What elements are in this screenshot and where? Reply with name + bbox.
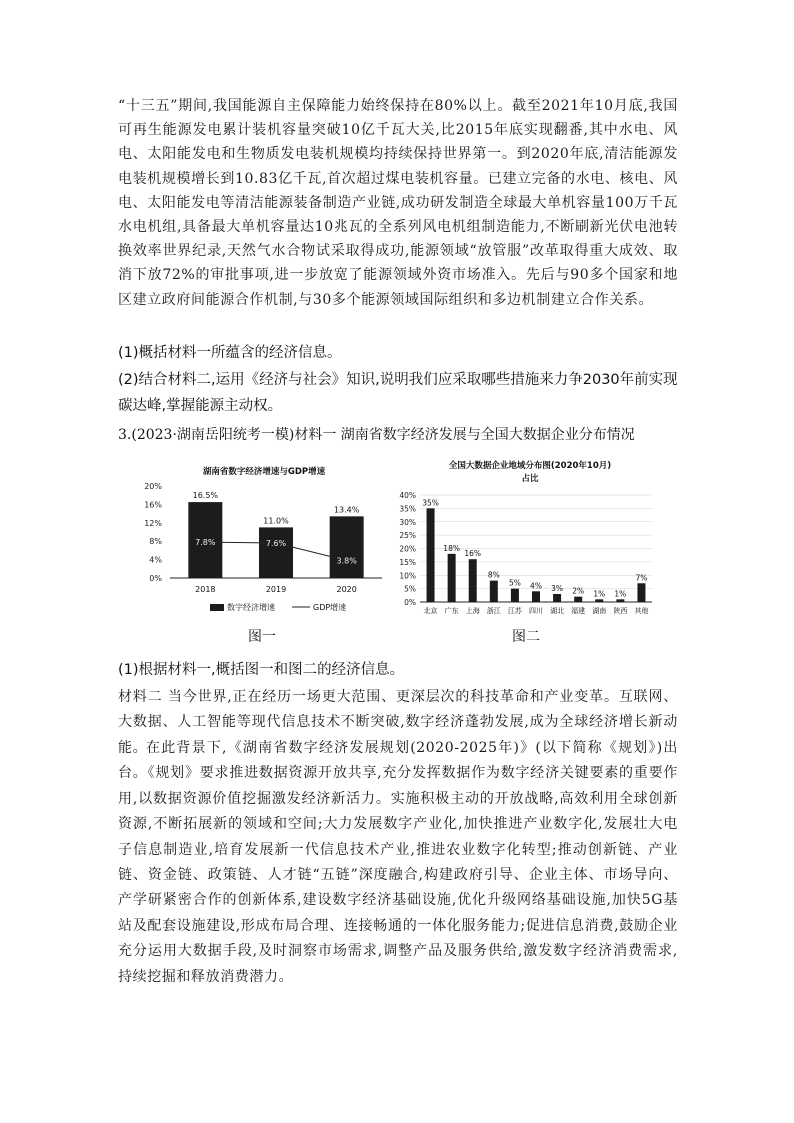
chart-2-bar [595, 599, 603, 602]
chart-2-x-tick: 上海 [465, 607, 480, 615]
chart-2-bar-label: 8% [487, 570, 500, 580]
chart-2-bar-label: 16% [464, 549, 482, 559]
chart-2-svg [394, 457, 656, 622]
chart-1-bar [259, 527, 293, 578]
chart-1-svg [140, 460, 388, 620]
figure-1-caption: 图一 [248, 629, 276, 645]
chart-2-bar [469, 559, 477, 602]
chart-2-x-tick: 四川 [529, 607, 543, 615]
chart-1-bar-label: 16.5% [192, 491, 219, 501]
chart-2-y-tick: 5% [404, 584, 416, 594]
figure-1 [140, 460, 388, 620]
chart-1-y-tick: 12% [144, 518, 162, 528]
chart-2-bar-label: 18% [443, 543, 460, 553]
chart-2-y-tick: 0% [404, 598, 416, 607]
chart-1-y-tick: 8% [149, 537, 162, 547]
chart-2-bar-label: 1% [614, 589, 627, 599]
chart-2-y-tick: 25% [399, 531, 416, 541]
chart-2-bar [637, 583, 645, 602]
chart-1-y-tick: 0% [149, 574, 162, 583]
chart-1-bar-label: 13.4% [333, 505, 360, 515]
chart-2-bar [532, 591, 540, 602]
question-1: (1)概括材料一所蕴含的经济信息。 [118, 345, 342, 361]
figure-2 [394, 457, 656, 622]
chart-2-y-tick: 10% [399, 571, 416, 581]
chart-2-bar-label: 4% [530, 581, 542, 591]
chart-2-x-tick: 福建 [571, 607, 586, 615]
chart-1-y-tick: 20% [144, 482, 162, 491]
chart-1-y-tick: 16% [144, 500, 162, 510]
chart-1-x-tick: 2020 [336, 585, 357, 594]
chart-2-subtitle: 占比 [521, 474, 539, 484]
chart-2-title: 全国大数据企业地域分布图(2020年10月) [448, 461, 612, 471]
chart-2-x-tick: 广东 [444, 607, 459, 615]
chart-2-bar-label: 2% [572, 586, 585, 596]
chart-2-bar [427, 508, 435, 602]
chart-2-bar-label: 1% [593, 589, 606, 599]
chart-1-bar [330, 516, 364, 578]
chart-1-bar-label: 11.0% [263, 516, 289, 526]
chart-2-bar [448, 554, 456, 602]
chart-2-y-tick: 15% [399, 557, 416, 567]
chart-1-x-tick: 2018 [195, 585, 216, 594]
chart-2-bar [490, 581, 498, 602]
chart-2-y-tick: 30% [399, 517, 416, 527]
material-two-paragraph-2: 在此背景下,《湖南省数字经济发展规划(2020-2025年)》(以下简称《规划》)出台。《规划》要求推进数据资源开放共享,充分发挥数据作为数字经济关键要素的重要作用,以数据资源价值挖掘激发经济新活力。实施积极主动的开放战略,高效利用全球创新资源,不断拓展新的领域和空间;大力发展数字产业化,加快推进产业数字化,发展壮大电子信息制造业,培育发展新一代信息技术产业,推进农业数字化转型;推动创新链、产业链、资金链、政策链、人才链“五链”深度融合,构建政府引导、企业主体、市场导向、产学研紧密合作的创新体系,建设数字经济基础设施,优化升级网络基础设施,加快5G基站及配套设施建设,形成布局合理、连接畅通的一体化服务能力;促进信息消费,鼓励企业充分运用大数据手段,及时洞察市场需求,调整产品及服务供给,激发数字经济消费需求,持续挖掘和释放消费潜力。 [118, 740, 678, 985]
chart-2-bar-label: 35% [422, 498, 439, 508]
chart-2-x-tick: 江苏 [507, 607, 522, 615]
chart-2-bar-label: 7% [635, 573, 648, 583]
chart-2-bar [574, 597, 582, 602]
question-3-1: (1)根据材料一,概括图一和图二的经济信息。 [118, 662, 405, 678]
chart-1-line-label: 7.6% [265, 539, 287, 549]
material-one-continued: “十三五”期间,我国能源自主保障能力始终保持在80%以上。截至2021年10月底,我国可再生能源发电累计装机容量突破10亿千瓦大关,比2015年底实现翻番,其中水电、风电、太阳能发电和生物质发电装机规模均持续保持世界第一。到2020年底,清洁能源发电装机规模增长到10.83亿千瓦,首次超过煤电装机容量。已建立完备的水电、核电、风电、太阳能发电等清洁能源装备制造产业链,成功研发制造全球最大单机容量100万千瓦水电机组,具备最大单机容量达10兆瓦的全系列风电机组制造能力,不断刷新光伏电池转换效率世界纪录,天然气水合物试采取得成功,能源领域“放管服”改革取得重大成效、取消下放72%的审批事项,进一步放宽了能源领域外资市场准入。先后与90多个国家和地区建立政府间能源合作机制,与30多个能源领域国际组织和多边机制建立合作关系。 [118, 98, 678, 308]
question-3-header: 3.(2023·湖南岳阳统考一模)材料一 湖南省数字经济发展与全国大数据企业分布情况 [118, 427, 635, 443]
chart-2-bar-label: 3% [551, 583, 564, 593]
chart-1-line-label: 7.8% [195, 538, 216, 548]
chart-2-x-tick: 陕西 [613, 607, 628, 615]
chart-1-legend-bar-label: 数字经济增速 [227, 603, 275, 612]
chart-2-y-tick: 40% [399, 491, 416, 500]
chart-2-bar-label: 5% [508, 578, 521, 588]
chart-2-x-tick: 其他 [634, 607, 649, 615]
chart-1-y-tick: 4% [149, 555, 162, 565]
chart-1-x-tick: 2019 [265, 585, 287, 594]
figure-2-caption: 图二 [512, 629, 540, 645]
chart-2-bar [511, 589, 519, 602]
material-two-paragraph-1: 材料二 当今世界,正在经历一场更大范围、更深层次的科技革命和产业变革。互联网、大数据、人工智能等现代信息技术不断突破,数字经济蓬勃发展,成为全球经济增长新动能。 [118, 689, 678, 756]
chart-1-legend-bar-swatch [210, 604, 224, 611]
chart-2-bar [553, 594, 561, 602]
chart-2-x-tick: 浙江 [486, 607, 501, 615]
question-2: (2)结合材料二,运用《经济与社会》知识,说明我们应采取哪些措施来力争2030年前实现碳达峰,掌握能源主动权。 [118, 372, 678, 414]
chart-2-x-tick: 湖北 [550, 607, 565, 615]
chart-1-legend-line-label: GDP增速 [313, 603, 347, 612]
chart-2-y-tick: 35% [399, 504, 416, 514]
chart-2-x-tick: 湖南 [592, 607, 607, 615]
chart-2-y-tick: 20% [399, 544, 416, 554]
chart-1-line-label: 3.8% [336, 556, 357, 566]
chart-2-bar [616, 599, 624, 602]
chart-1-title: 湖南省数字经济增速与GDP增速 [202, 467, 326, 477]
chart-2-x-tick: 北京 [423, 607, 438, 615]
